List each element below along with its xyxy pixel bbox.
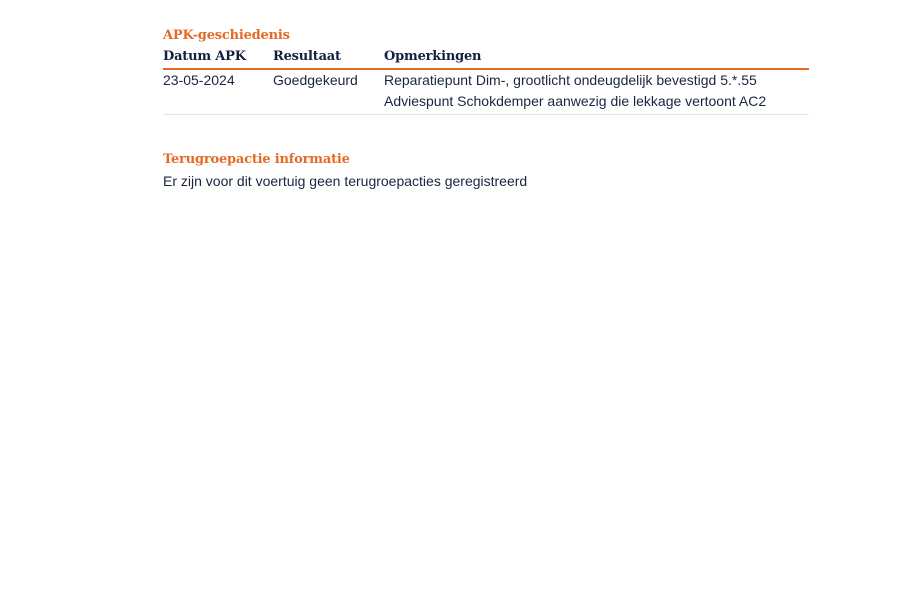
recall-section	[163, 151, 809, 191]
recall-title: Terugroepactie informatie	[163, 152, 350, 167]
cell-remarks	[384, 69, 809, 115]
content-area	[163, 27, 809, 191]
cell-result: Goedgekeurd	[273, 69, 384, 115]
apk-history-title: APK-geschiedenis	[163, 28, 290, 43]
table-row	[163, 69, 809, 115]
table-header-row	[163, 48, 809, 69]
header-date: Datum APK	[163, 48, 273, 69]
remark-advice-point: Adviespunt Schokdemper aanwezig die lekkage vertoont AC2	[384, 93, 767, 109]
cell-date: 23-05-2024	[163, 69, 273, 115]
remark-repair-point: Reparatiepunt Dim-, grootlicht ondeugdelijk bevestigd 5.*.55	[384, 72, 757, 88]
apk-history-section	[163, 27, 809, 115]
header-remarks: Opmerkingen	[384, 48, 809, 69]
apk-history-table	[163, 48, 809, 115]
recall-text: Er zijn voor dit voertuig geen terugroepacties geregistreerd	[163, 173, 528, 189]
header-result: Resultaat	[273, 48, 384, 69]
